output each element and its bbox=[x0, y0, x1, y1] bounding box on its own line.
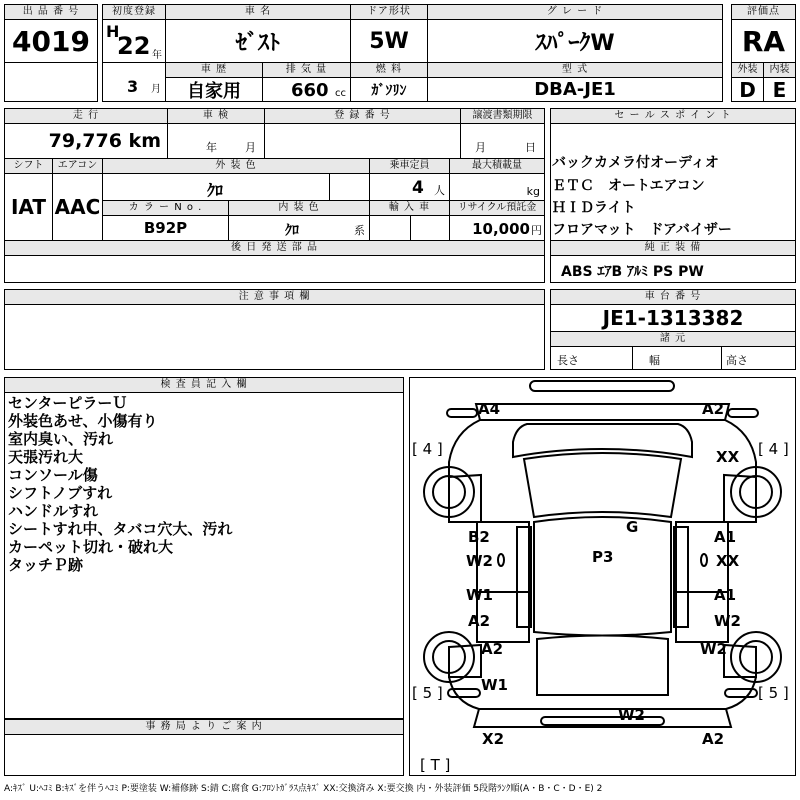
door-type: 5W bbox=[350, 19, 428, 63]
inspector-line-4: 天張汚れ大 bbox=[8, 448, 84, 466]
inspector-line-1: センターピラーＵ bbox=[8, 394, 128, 412]
windshield bbox=[524, 453, 681, 517]
mark-right-rear-fender: W2 bbox=[700, 640, 727, 658]
tire-rear-right: [ 5 ] bbox=[758, 684, 789, 702]
history: 自家用 bbox=[165, 77, 263, 102]
load-unit: kg bbox=[526, 185, 540, 198]
model-label: 型 式 bbox=[427, 62, 723, 78]
mark-front-right: A2 bbox=[702, 400, 725, 418]
tire-rear-left: [ 5 ] bbox=[412, 684, 443, 702]
interior-label: 内装 bbox=[763, 62, 796, 78]
mark-right-rear-door-b: W2 bbox=[714, 612, 741, 630]
mark-windshield: G bbox=[626, 518, 639, 536]
int-color-label: 内 装 色 bbox=[228, 200, 370, 216]
int-color: ｸﾛ bbox=[285, 223, 299, 239]
import-cell-b bbox=[410, 215, 450, 241]
roof bbox=[534, 517, 671, 636]
mark-right-rear-door-a: A1 bbox=[714, 586, 737, 604]
office-box bbox=[4, 734, 404, 776]
mark-left-rear-door-a: W1 bbox=[466, 586, 493, 604]
recycle: 10,000 bbox=[472, 220, 530, 238]
displacement-unit: cc bbox=[335, 88, 346, 99]
shift-label: シフト bbox=[4, 158, 53, 174]
recycle-label: リサイクル預託金 bbox=[449, 200, 545, 216]
inspection-month-unit: 月 bbox=[245, 141, 256, 154]
length-label: 長さ bbox=[557, 354, 579, 367]
capacity: 4 bbox=[412, 178, 424, 198]
grade-label: グ レ ー ド bbox=[427, 4, 723, 20]
interior-score: E bbox=[763, 77, 796, 102]
displacement: 660 bbox=[291, 80, 329, 101]
chassis-number: JE1-1313382 bbox=[550, 304, 796, 332]
mark-right-fender: XX bbox=[716, 448, 740, 466]
front-left-lamp bbox=[447, 409, 477, 417]
front-right-lamp bbox=[728, 409, 758, 417]
width-cell bbox=[632, 346, 722, 370]
reg-number-label: 登 録 番 号 bbox=[264, 108, 461, 124]
transfer-day-unit: 日 bbox=[525, 141, 536, 154]
year-unit: 年 bbox=[152, 50, 162, 61]
later-parts-cell bbox=[4, 255, 545, 283]
load-cell bbox=[449, 173, 545, 201]
inspector-line-8: シートすれ中、タバコ穴大、汚れ bbox=[8, 520, 233, 538]
rating: RA bbox=[731, 19, 796, 63]
model: DBA-JE1 bbox=[427, 77, 723, 102]
mark-left-rear-fender-b: W1 bbox=[481, 676, 508, 694]
spec-label: 諸 元 bbox=[550, 331, 796, 347]
inspector-line-10: タッチＰ跡 bbox=[8, 556, 84, 574]
car-diagram bbox=[409, 377, 796, 776]
mark-left-front-door-b: W2 bbox=[466, 552, 493, 570]
equipment: ABS ｴｱB ｱﾙﾐ PS PW bbox=[561, 264, 704, 280]
later-parts-label: 後 日 発 送 部 品 bbox=[4, 240, 545, 256]
left-front-panel bbox=[449, 475, 481, 522]
equipment-label: 純 正 装 備 bbox=[550, 240, 796, 256]
color-label: 外 装 色 bbox=[102, 158, 370, 174]
color: ｸﾛ bbox=[207, 181, 224, 200]
capacity-label: 乗車定員 bbox=[369, 158, 450, 174]
mark-roof: P3 bbox=[592, 548, 614, 566]
rear-bumper-bar bbox=[541, 717, 664, 725]
mark-left-front-door-a: B2 bbox=[468, 528, 490, 546]
first-reg-month-cell bbox=[102, 62, 166, 102]
sales-point-3: ＨＩＤライト bbox=[552, 200, 636, 216]
height-cell bbox=[721, 346, 796, 370]
left-front-handle bbox=[498, 554, 504, 566]
mileage-label: 走 行 bbox=[4, 108, 168, 124]
length-cell bbox=[550, 346, 633, 370]
lot-number: 4019 bbox=[4, 19, 98, 63]
mark-left-rear-door-b: A2 bbox=[468, 612, 491, 630]
rear-window bbox=[537, 636, 668, 696]
sales-point-2: ＥＴＣ オートエアコン bbox=[552, 178, 705, 194]
notes-label: 注 意 事 項 欄 bbox=[4, 289, 545, 305]
capacity-cell bbox=[369, 173, 450, 201]
reg-number-cell bbox=[264, 123, 461, 159]
load-label: 最大積載量 bbox=[449, 158, 545, 174]
mark-left-rear-fender-a: A2 bbox=[481, 640, 504, 658]
import-cell-a bbox=[369, 215, 411, 241]
transfer-cell bbox=[460, 123, 545, 159]
mark-front-left: A4 bbox=[478, 400, 501, 418]
capacity-unit: 人 bbox=[434, 184, 445, 197]
inspection-label: 車 検 bbox=[167, 108, 265, 124]
height-label: 高さ bbox=[726, 354, 748, 367]
inspector-line-7: ハンドルすれ bbox=[8, 502, 99, 520]
door-label: ドア形状 bbox=[350, 4, 428, 20]
inspector-line-2: 外装色あせ、小傷有り bbox=[8, 412, 158, 430]
mark-rear-right: A2 bbox=[702, 730, 725, 748]
legend: A:ｷｽﾞ U:ﾍｺﾐ B:ｷｽﾞを伴うﾍｺﾐ P:要塗装 W:補修跡 S:錆 C:腐食 G:ﾌﾛﾝﾄｶﾞﾗｽ点ｷｽﾞ XX:交換済み X:要交換 内・外装評価 5段階ﾗﾝｸ順(A・B・C・D・E) 2 bbox=[4, 784, 603, 794]
inspector-line-5: コンソール傷 bbox=[8, 466, 98, 484]
first-reg-year-cell bbox=[102, 19, 166, 63]
int-color-cell bbox=[228, 215, 370, 241]
ac-label: エアコン bbox=[52, 158, 103, 174]
mark-right-front-door-b: XX bbox=[716, 552, 740, 570]
trunk-mark: [ T ] bbox=[420, 756, 451, 774]
tire-front-left: [ 4 ] bbox=[412, 440, 443, 458]
equipment-cell bbox=[550, 255, 796, 283]
displacement-cell bbox=[262, 77, 351, 102]
car-name: ｾﾞｽﾄ bbox=[165, 19, 351, 63]
inspector-line-9: カーペット切れ・破れ大 bbox=[8, 538, 174, 556]
right-front-handle bbox=[701, 554, 707, 566]
first-reg-month: 3 bbox=[127, 77, 139, 96]
fuel: ｶﾞｿﾘﾝ bbox=[350, 77, 428, 102]
mark-rear-left: X2 bbox=[482, 730, 505, 748]
mark-rear-bumper: W2 bbox=[618, 706, 645, 724]
first-reg-label: 初度登録 bbox=[102, 4, 166, 20]
exterior-label: 外装 bbox=[731, 62, 764, 78]
exterior-score: D bbox=[731, 77, 764, 102]
mark-right-front-door-a: A1 bbox=[714, 528, 737, 546]
inspector-line-3: 室内臭い、汚れ bbox=[8, 430, 114, 448]
office-label: 事 務 局 よ り ご 案 内 bbox=[4, 719, 404, 735]
era: H bbox=[106, 22, 120, 41]
displacement-label: 排 気 量 bbox=[262, 62, 351, 78]
front-bumper bbox=[476, 404, 729, 420]
ac: AAC bbox=[52, 173, 103, 241]
shift: IAT bbox=[4, 173, 53, 241]
lot-number-label: 出 品 番 号 bbox=[4, 4, 98, 20]
color-cell bbox=[102, 173, 330, 201]
color-no: B92P bbox=[102, 215, 229, 241]
front-bumper-bar bbox=[530, 381, 674, 391]
transfer-label: 譲渡書類期限 bbox=[460, 108, 545, 124]
transfer-month-unit: 月 bbox=[475, 141, 486, 154]
recycle-unit: 円 bbox=[531, 224, 542, 237]
month-unit: 月 bbox=[151, 84, 161, 95]
color-no-label: カ ラ ー N o . bbox=[102, 200, 229, 216]
width-label: 幅 bbox=[649, 354, 660, 367]
history-label: 車 歴 bbox=[165, 62, 263, 78]
sales-point-4: フロアマット ドアバイザー bbox=[552, 222, 732, 238]
sales-points-label: セ ー ル ス ポ イ ン ト bbox=[550, 108, 796, 124]
notes-box bbox=[4, 304, 545, 370]
lot-blank bbox=[4, 62, 98, 102]
color-extra-cell bbox=[329, 173, 370, 201]
chassis-label: 車 台 番 号 bbox=[550, 289, 796, 305]
rating-label: 評価点 bbox=[731, 4, 796, 20]
mileage: 79,776 km bbox=[4, 123, 168, 159]
right-front-panel bbox=[724, 475, 756, 522]
inspection-year-unit: 年 bbox=[206, 141, 217, 154]
inspector-line-6: シフトノブすれ bbox=[8, 484, 113, 502]
recycle-cell bbox=[449, 215, 545, 241]
tire-front-right: [ 4 ] bbox=[758, 440, 789, 458]
inspector-label: 検 査 員 記 入 欄 bbox=[4, 377, 404, 393]
sales-point-1: バックカメラ付オーディオ bbox=[552, 155, 719, 171]
import-label: 輸 入 車 bbox=[369, 200, 450, 216]
grade: ｽﾊﾟｰｸW bbox=[427, 19, 723, 63]
fuel-label: 燃 料 bbox=[350, 62, 428, 78]
first-reg-year: 22 bbox=[117, 32, 151, 60]
car-name-label: 車 名 bbox=[165, 4, 351, 20]
int-color-unit: 系 bbox=[354, 224, 365, 237]
inspection-cell bbox=[167, 123, 265, 159]
